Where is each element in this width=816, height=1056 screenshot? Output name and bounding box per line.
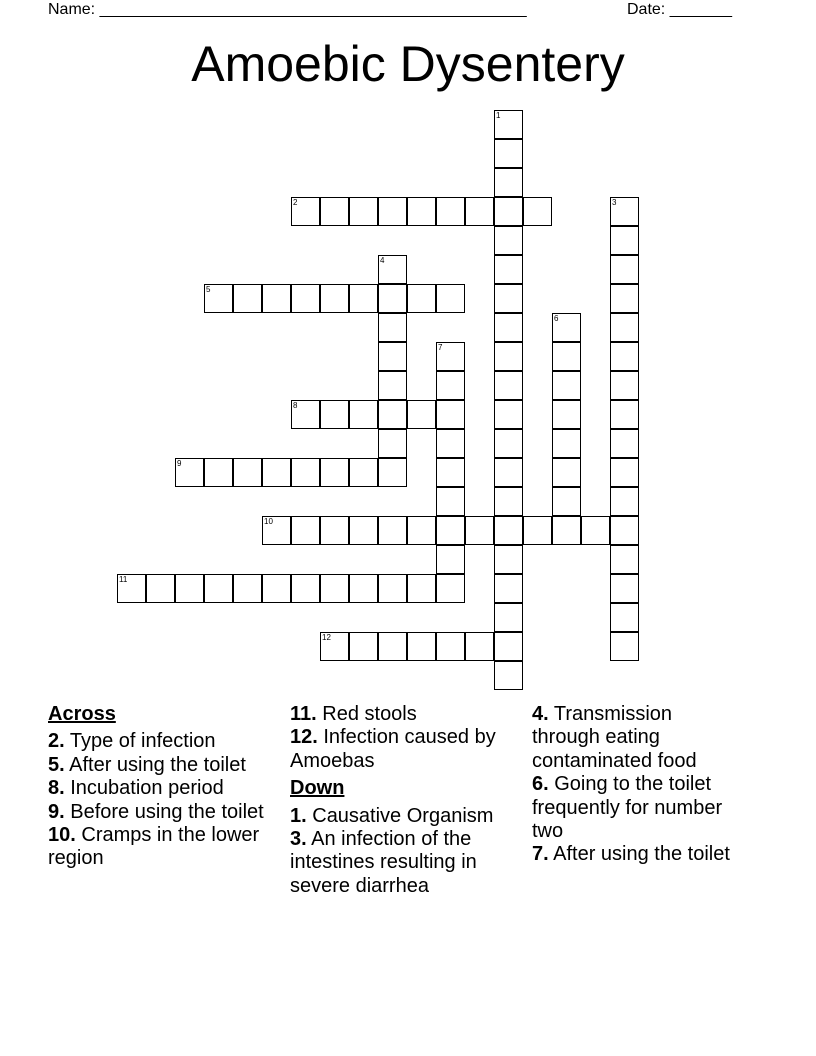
grid-cell[interactable] [436,632,465,661]
grid-cell[interactable] [320,400,349,429]
grid-cell[interactable] [233,574,262,603]
clue-column-3 [532,703,742,867]
across-heading: Across [48,703,116,725]
grid-cell[interactable] [552,371,581,400]
grid-cell[interactable] [436,516,465,545]
grid-cell[interactable] [523,516,552,545]
grid-cell[interactable] [407,197,436,226]
grid-cell[interactable] [291,284,320,313]
clue-number: 5. [48,753,65,776]
clue-text: An infection of the intestines resulting in severe diarrhea [290,828,477,897]
cell-number: 2 [293,198,298,207]
grid-cell[interactable] [552,458,581,487]
grid-cell[interactable] [465,197,494,226]
clue-4 [532,703,742,773]
grid-cell[interactable] [378,429,407,458]
cell-number: 9 [177,459,182,468]
clue-number: 1. [290,804,307,827]
grid-cell[interactable] [552,429,581,458]
grid-cell[interactable] [320,516,349,545]
grid-cell[interactable] [494,603,523,632]
grid-cell[interactable] [262,458,291,487]
grid-cell[interactable] [146,574,175,603]
grid-cell[interactable] [610,313,639,342]
grid-cell[interactable] [494,342,523,371]
grid-cell[interactable] [262,284,291,313]
clue-text: After using the toilet [64,753,246,776]
grid-cell[interactable] [349,458,378,487]
clue-column-1 [48,703,288,871]
grid-cell[interactable] [407,632,436,661]
grid-cell[interactable] [320,574,349,603]
clue-text: Incubation period [64,777,224,800]
grid-cell[interactable] [291,197,320,226]
cell-number: 10 [264,517,273,526]
grid-cell[interactable] [494,226,523,255]
grid-cell[interactable] [494,110,523,139]
grid-cell[interactable] [610,371,639,400]
grid-cell[interactable] [378,574,407,603]
grid-cell[interactable] [407,284,436,313]
clue-number: 3. [290,828,307,851]
cell-number: 7 [438,343,443,352]
cell-number: 11 [119,575,128,584]
grid-cell[interactable] [610,226,639,255]
grid-cell[interactable] [117,574,146,603]
grid-cell[interactable] [204,458,233,487]
grid-cell[interactable] [233,284,262,313]
grid-cell[interactable] [494,545,523,574]
clue-text: Transmission through eating contaminated food [532,703,697,772]
clue-text: Going to the toilet frequently for number two [532,773,723,843]
grid-cell[interactable] [233,458,262,487]
grid-cell[interactable] [436,400,465,429]
cell-number: 8 [293,401,298,410]
grid-cell[interactable] [291,574,320,603]
grid-cell[interactable] [291,400,320,429]
grid-cell[interactable] [610,487,639,516]
grid-cell[interactable] [378,284,407,313]
cell-number: 6 [554,314,559,323]
grid-cell[interactable] [465,632,494,661]
clue-number: 2. [48,730,65,753]
down-heading: Down [290,777,345,800]
grid-cell[interactable] [436,487,465,516]
grid-cell[interactable] [610,574,639,603]
grid-cell[interactable] [436,429,465,458]
clue-11 [290,703,530,726]
clue-text: Red stools [316,703,417,725]
grid-cell[interactable] [349,284,378,313]
grid-cell[interactable] [552,313,581,342]
clue-text: Infection caused by Amoebas [290,726,496,772]
grid-cell[interactable] [204,284,233,313]
grid-cell[interactable] [436,197,465,226]
grid-cell[interactable] [494,661,523,690]
clue-12 [290,726,530,773]
clue-3 [290,828,530,898]
grid-cell[interactable] [378,400,407,429]
clue-1 [290,805,530,828]
cell-number: 3 [612,198,617,207]
clue-5 [48,754,288,777]
grid-cell[interactable] [349,516,378,545]
grid-cell[interactable] [494,255,523,284]
clue-text: Before using the toilet [64,800,264,823]
grid-cell[interactable] [610,603,639,632]
grid-cell[interactable] [291,516,320,545]
grid-cell[interactable] [610,632,639,661]
clue-text: After using the toilet [548,843,730,866]
grid-cell[interactable] [378,632,407,661]
clue-column-2 [290,703,530,898]
name-field-label: Name: ________________________________________________ [48,1,527,18]
grid-cell[interactable] [378,313,407,342]
clue-text: Cramps in the lower region [48,824,260,870]
grid-cell[interactable] [610,545,639,574]
grid-cell[interactable] [262,516,291,545]
grid-cell[interactable] [378,458,407,487]
grid-cell[interactable] [378,371,407,400]
grid-cell[interactable] [436,545,465,574]
grid-cell[interactable] [378,255,407,284]
grid-cell[interactable] [494,487,523,516]
grid-cell[interactable] [320,458,349,487]
clue-number: 12. [290,726,318,749]
clue-7 [532,843,742,866]
puzzle-title: Amoebic Dysentery [191,36,625,92]
grid-cell[interactable] [610,516,639,545]
grid-cell[interactable] [291,458,320,487]
grid-cell[interactable] [552,400,581,429]
clue-number: 4. [532,703,549,725]
grid-cell[interactable] [494,284,523,313]
cell-number: 5 [206,285,211,294]
grid-cell[interactable] [552,342,581,371]
grid-cell[interactable] [494,371,523,400]
grid-cell[interactable] [175,574,204,603]
grid-cell[interactable] [436,574,465,603]
grid-cell[interactable] [262,574,291,603]
clue-number: 8. [48,777,65,800]
grid-cell[interactable] [204,574,233,603]
grid-cell[interactable] [320,197,349,226]
clue-6 [532,773,742,843]
grid-cell[interactable] [349,574,378,603]
grid-cell[interactable] [407,574,436,603]
grid-cell[interactable] [552,487,581,516]
grid-cell[interactable] [610,400,639,429]
clue-number: 9. [48,800,65,823]
grid-cell[interactable] [494,139,523,168]
cell-number: 12 [322,633,331,642]
grid-cell[interactable] [610,197,639,226]
grid-cell[interactable] [494,574,523,603]
clue-number: 11. [290,703,317,725]
grid-cell[interactable] [610,429,639,458]
grid-cell[interactable] [378,516,407,545]
clue-text: Type of infection [64,730,216,753]
grid-cell[interactable] [494,516,523,545]
grid-cell[interactable] [552,516,581,545]
grid-cell[interactable] [320,632,349,661]
grid-cell[interactable] [436,284,465,313]
clue-text: Causative Organism [306,804,494,827]
clue-8 [48,777,288,800]
grid-cell[interactable] [349,197,378,226]
clue-9 [48,801,288,824]
grid-cell[interactable] [436,342,465,371]
grid-cell[interactable] [175,458,204,487]
grid-cell[interactable] [494,197,523,226]
grid-cell[interactable] [523,197,552,226]
grid-cell[interactable] [581,516,610,545]
grid-cell[interactable] [494,458,523,487]
grid-cell[interactable] [494,400,523,429]
grid-cell[interactable] [610,255,639,284]
grid-cell[interactable] [320,284,349,313]
grid-cell[interactable] [465,516,494,545]
grid-cell[interactable] [349,632,378,661]
grid-cell[interactable] [407,400,436,429]
grid-cell[interactable] [407,516,436,545]
grid-cell[interactable] [436,458,465,487]
clue-2 [48,730,288,753]
grid-cell[interactable] [494,313,523,342]
grid-cell[interactable] [610,284,639,313]
date-field-label: Date: _______ [627,1,732,18]
cell-number: 1 [496,111,501,120]
clue-number: 10. [48,824,76,847]
grid-cell[interactable] [610,342,639,371]
grid-cell[interactable] [378,197,407,226]
grid-cell[interactable] [378,342,407,371]
grid-cell[interactable] [349,400,378,429]
clue-10 [48,824,288,871]
clue-number: 6. [532,773,549,796]
grid-cell[interactable] [436,371,465,400]
cell-number: 4 [380,256,385,265]
grid-cell[interactable] [610,458,639,487]
clue-number: 7. [532,843,549,866]
grid-cell[interactable] [494,168,523,197]
grid-cell[interactable] [494,632,523,661]
grid-cell[interactable] [494,429,523,458]
